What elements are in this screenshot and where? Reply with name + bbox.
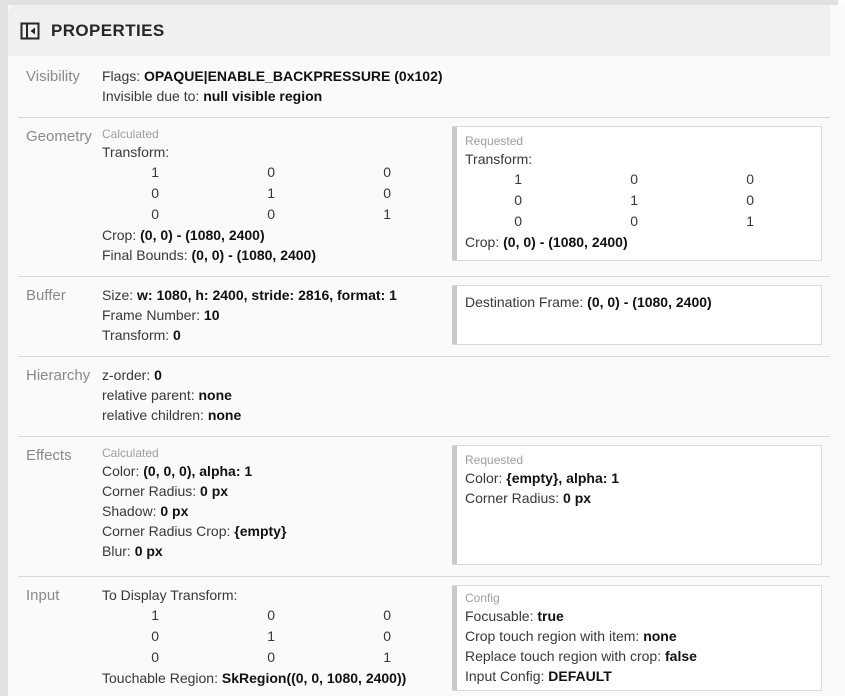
- section-label: Hierarchy: [26, 367, 91, 384]
- property-row: Corner Radius Crop: {empty}: [102, 523, 287, 539]
- to-display-transform-matrix: 1 0 0 0 1 0 0 0 1: [151, 607, 391, 665]
- section-effects: [18, 436, 830, 576]
- section-label: Visibility: [26, 68, 80, 85]
- section-input: [18, 576, 830, 696]
- group-label-calculated: Calculated: [102, 446, 159, 460]
- group-label-requested: Requested: [465, 453, 524, 467]
- property-row: Touchable Region: SkRegion((0, 0, 1080, 2400)): [102, 670, 407, 686]
- properties-panel: [8, 5, 845, 696]
- geometry-requested-column: [452, 126, 822, 265]
- section-hierarchy: [18, 356, 830, 436]
- property-row: Replace touch region with crop: false: [465, 648, 697, 664]
- outer-background-top: [0, 0, 838, 5]
- property-row: relative parent: none: [102, 387, 232, 403]
- transform-matrix: 1 0 0 0 1 0 0 0 1: [151, 164, 391, 222]
- geometry-calculated-content: [102, 126, 452, 265]
- effects-requested-column: [452, 445, 822, 565]
- transform-matrix: 1 0 0 0 1 0 0 0 1: [514, 171, 754, 229]
- input-config-column: [452, 585, 822, 691]
- group-label-config: Config: [465, 591, 500, 605]
- property-row: Size: w: 1080, h: 2400, stride: 2816, format: 1: [102, 287, 397, 303]
- property-row: Transform: 0: [102, 327, 181, 343]
- properties-header: [8, 5, 830, 56]
- property-row: Crop: (0, 0) - (1080, 2400): [465, 234, 628, 250]
- transform-label: Transform:: [465, 151, 533, 167]
- property-row: Blur: 0 px: [102, 543, 163, 559]
- collapse-panel-button[interactable]: [17, 18, 43, 44]
- section-label: Geometry: [26, 128, 92, 145]
- section-label: Buffer: [26, 287, 66, 304]
- property-row: Crop: (0, 0) - (1080, 2400): [102, 227, 265, 243]
- effects-requested-box: [452, 445, 822, 565]
- property-row: Invisible due to: null visible region: [102, 88, 323, 104]
- property-row: Crop touch region with item: none: [465, 628, 677, 644]
- buffer-side-column: [452, 285, 822, 345]
- property-row: Final Bounds: (0, 0) - (1080, 2400): [102, 247, 317, 263]
- group-label-requested: Requested: [465, 134, 524, 148]
- outer-background-left: [0, 0, 8, 696]
- property-row: relative children: none: [102, 407, 242, 423]
- section-geometry: [18, 117, 830, 276]
- properties-sections: [18, 56, 830, 696]
- transform-label: Transform:: [102, 144, 170, 160]
- input-content: [102, 585, 452, 691]
- property-row: z-order: 0: [102, 367, 162, 383]
- property-row: Corner Radius: 0 px: [465, 490, 592, 506]
- property-row: Shadow: 0 px: [102, 503, 189, 519]
- group-label-calculated: Calculated: [102, 127, 159, 141]
- section-buffer: [18, 276, 830, 356]
- section-label: Input: [26, 587, 60, 604]
- property-row: Color: {empty}, alpha: 1: [465, 470, 620, 486]
- buffer-destination-box: [452, 285, 822, 345]
- vertical-split-icon: [19, 20, 41, 42]
- property-row: Destination Frame: (0, 0) - (1080, 2400): [465, 294, 712, 310]
- property-row: Frame Number: 10: [102, 307, 220, 323]
- property-row: Corner Radius: 0 px: [102, 483, 229, 499]
- section-label: Effects: [26, 447, 72, 464]
- input-config-box: [452, 585, 822, 691]
- property-row: Flags: OPAQUE|ENABLE_BACKPRESSURE (0x102): [102, 68, 443, 84]
- property-row: Color: (0, 0, 0), alpha: 1: [102, 463, 253, 479]
- visibility-content: [102, 66, 452, 106]
- effects-calculated-content: [102, 445, 452, 565]
- hierarchy-content: [102, 365, 452, 425]
- property-row: Input Config: DEFAULT: [465, 668, 612, 684]
- geometry-requested-box: [452, 126, 822, 261]
- property-row: Focusable: true: [465, 608, 564, 624]
- transform-label: To Display Transform:: [102, 587, 238, 603]
- section-visibility: [18, 56, 830, 117]
- panel-title: PROPERTIES: [51, 20, 165, 40]
- buffer-content: [102, 285, 452, 345]
